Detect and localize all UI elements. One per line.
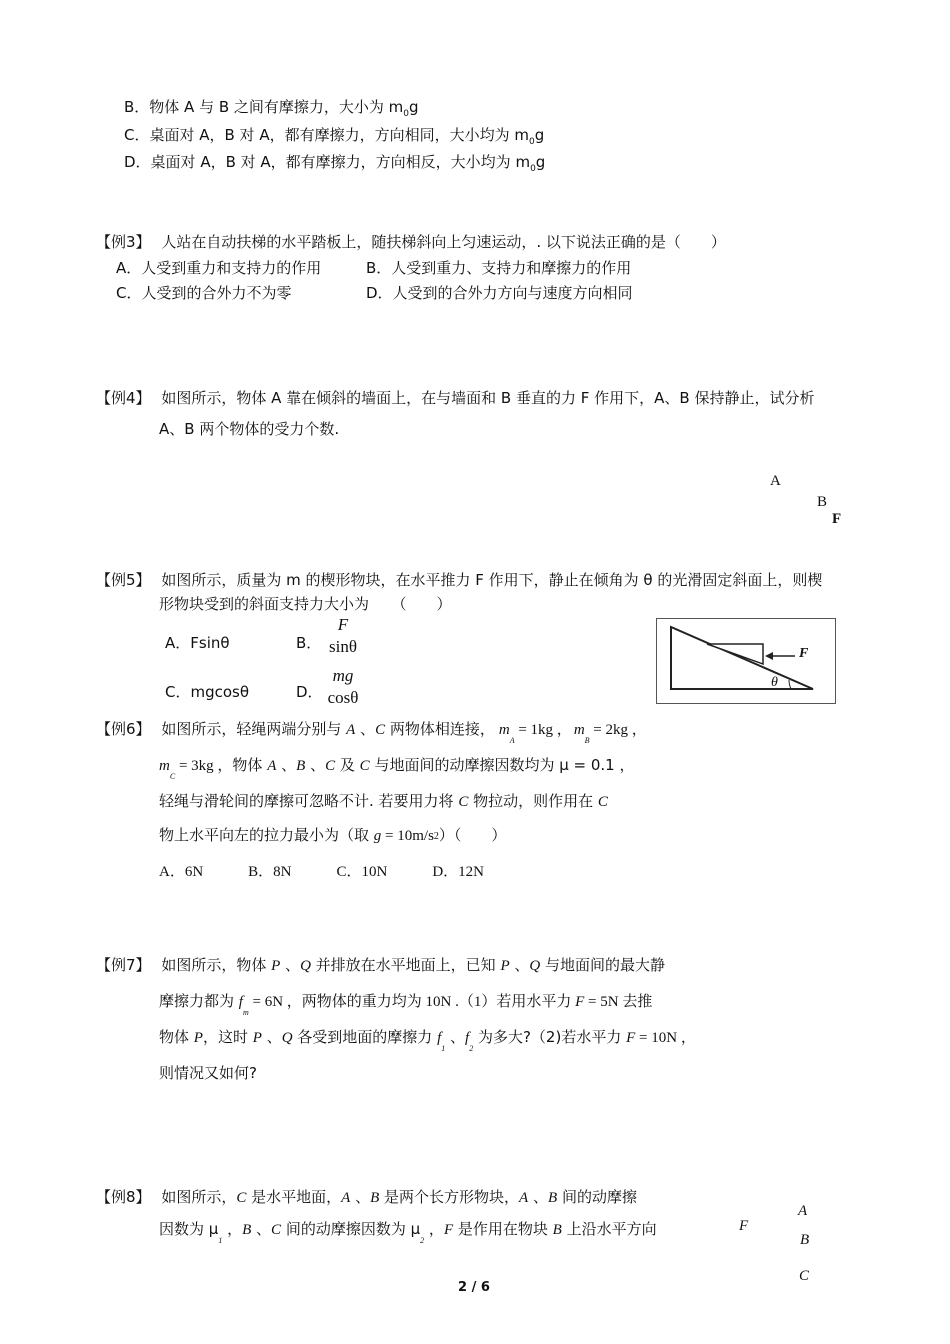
q2-option-c: C．桌面对 A，B 对 A，都有摩擦力，方向相同，大小均为 $m_0g$ [124,126,545,147]
ex4-line2: A、B 两个物体的受力个数. [159,420,340,438]
wedge-block [707,644,763,664]
ex7-line4: 则情况又如何? [159,1064,257,1082]
ex5-figure [656,618,836,704]
ex3-option-b: B．人受到重力、支持力和摩擦力的作用 [366,259,632,277]
ex5-figure-label-theta: θ [771,675,778,690]
ex3-option-a: A．人受到重力和支持力的作用 [116,259,322,277]
ex6-line2: $m_C = 3kg$ ，物体 A 、B 、C 及 C 与地面间的动摩擦因数均为 μ = 0.1 ， [159,756,635,781]
ex4-figure-label-a: A [770,473,781,489]
ex5-figure-label-f: F [799,646,809,661]
ex3-option-d: D．人受到的合外力方向与速度方向相同 [366,284,633,302]
ex8-figure-label-b: B [800,1232,810,1248]
ex5-option-b-denominator: sinθ [329,637,357,656]
q2-option-b: B．物体 A 与 B 之间有摩擦力，大小为 $m_0g$ [124,98,419,119]
ex5-option-a: A．Fsinθ [165,634,230,652]
ex8-label: 【例8】 [96,1188,151,1206]
ex6-line4: 物上水平向左的拉力最小为（取 g = 10m/s2）（ ） [159,826,507,844]
ex4-question [96,387,814,408]
ex6-label: 【例6】 [96,720,151,738]
ex7-label: 【例7】 [96,956,151,974]
ex6-options: A．6N B．8N C．10N D．12N [159,864,485,880]
ex8-line2: 因数为 $\mu_1$ ，B 、C 间的动摩擦因数为 $\mu_2$ ，F 是作用在物块 B 上沿水平方向 [159,1220,657,1245]
ex8-figure-label-c: C [799,1268,810,1284]
incline-triangle [671,627,813,689]
angle-arc [789,680,791,689]
ex5-option-d-label: D． [296,683,323,701]
ex4-figure-label-b: B [817,494,828,510]
ex5-line2: 形物块受到的斜面支持力大小为 （ ） [159,595,452,613]
ex5-line1: 如图所示，质量为 m 的楔形物块，在水平推力 F 作用下，静止在倾角为 θ 的光滑固定斜面上，则楔 [161,571,823,589]
ex8-line1: 【例8】 如图所示，C 是水平地面，A 、B 是两个长方形物块，A 、B 间的动摩擦 [96,1188,637,1206]
ex5-option-d-fraction [320,665,366,709]
ex3-label: 【例3】 [96,233,151,251]
ex8-figure-label-a: A [798,1203,808,1219]
page-number: 2 / 6 [458,1280,490,1295]
q2-option-d: D．桌面对 A，B 对 A，都有摩擦力，方向相反，大小均为 $m_0g$ [124,153,546,174]
ex4-label: 【例4】 [96,389,151,407]
ex8-figure-label-f: F [739,1218,749,1234]
ex3-option-c: C．人受到的合外力不为零 [116,284,292,302]
ex3-stem: 人站在自动扶梯的水平踏板上，随扶梯斜向上匀速运动，. 以下说法正确的是（ ） [161,233,726,251]
ex7-line3: 物体 P，这时 P 、Q 各受到地面的摩擦力 $f_1$ 、$f_2$ 为多大?（2)若水平力 F = 10N ， [159,1028,696,1053]
ex5-option-b-fraction [320,614,366,658]
ex5-option-b-numerator: F [337,615,349,634]
ex6-line1: 【例6】 如图所示，轻绳两端分别与 A 、C 两物体相连接， $m_A = 1kg$ ， $m_B = 2kg$ ， [96,720,647,745]
ex3-question [96,231,726,252]
ex4-figure-label-f: F [832,511,842,527]
ex7-line1: 【例7】 如图所示，物体 P 、Q 并排放在水平地面上，已知 P 、Q 与地面间的最大静 [96,956,666,974]
ex5-option-b-label: B． [296,634,322,652]
ex5-option-d-denominator: cosθ [327,688,359,707]
ex5-option-c: C．mgcosθ [165,683,250,701]
ex6-line3: 轻绳与滑轮间的摩擦可忽略不计. 若要用力将 C 物拉动，则作用在 C [159,792,608,810]
ex5-option-d-numerator: mg [332,666,354,685]
force-arrow-head [765,652,773,660]
ex5-label: 【例5】 [96,571,151,589]
ex5-question [96,569,822,590]
ex4-line1: 如图所示，物体 A 靠在倾斜的墙面上，在与墙面和 B 垂直的力 F 作用下，A、B 保持静止，试分析 [161,389,815,407]
ex7-line2: 摩擦力都为 $f_m = 6N$ ，两物体的重力均为 10N .（1）若用水平力 F = 5N 去推 [159,992,653,1017]
